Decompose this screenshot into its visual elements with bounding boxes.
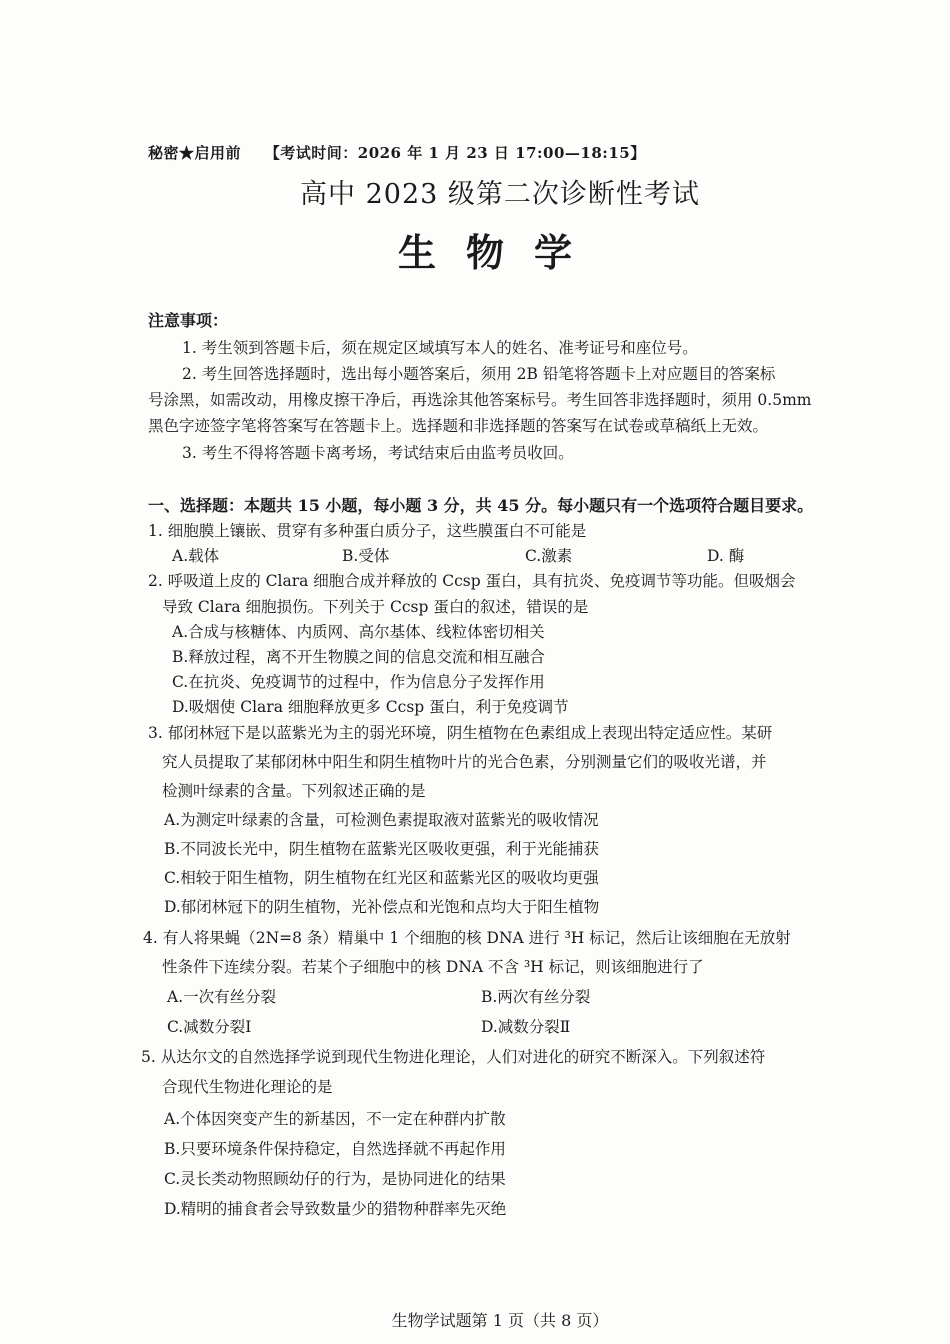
notice-line: 号涂黑，如需改动，用橡皮擦干净后，再选涂其他答案标号。考生回答非选择题时，须用 0.5mm [148,391,812,409]
page-footer: 生物学试题第 1 页（共 8 页） [391,1311,609,1330]
question-4-option-d: D.减数分裂Ⅱ [481,1018,571,1036]
question-5-option-b: B.只要环境条件保持稳定，自然选择就不再起作用 [164,1140,506,1158]
notice-heading: 注意事项： [148,311,229,330]
question-2-stem: 导致 Clara 细胞损伤。下列关于 Ccsp 蛋白的叙述，错误的是 [162,598,589,616]
question-5-option-a: A.个体因突变产生的新基因，不一定在种群内扩散 [164,1110,506,1128]
question-1-option-a: A.载体 [172,547,220,565]
notice-line: 1. 考生领到答题卡后，须在规定区域填写本人的姓名、准考证号和座位号。 [182,339,698,357]
question-2-option-c: C.在抗炎、免疫调节的过程中，作为信息分子发挥作用 [172,673,545,691]
exam-title: 高中 2023 级第二次诊断性考试 [300,179,700,210]
question-2-option-a: A.合成与核糖体、内质网、高尔基体、线粒体密切相关 [172,623,545,641]
question-3-stem: 3. 郁闭林冠下是以蓝紫光为主的弱光环境，阴生植物在色素组成上表现出特定适应性。某研 [148,724,773,742]
question-5-stem: 合现代生物进化理论的是 [162,1078,333,1096]
question-1-option-b: B.受体 [342,547,390,565]
question-4-option-a: A.一次有丝分裂 [167,988,277,1006]
question-3-stem: 究人员提取了某郁闭林中阳生和阴生植物叶片的光合色素，分别测量它们的吸收光谱，并 [162,753,767,771]
question-1-stem: 1. 细胞膜上镶嵌、贯穿有多种蛋白质分子，这些膜蛋白不可能是 [148,522,587,540]
subject-title: 生物学 [397,230,602,275]
question-2-stem: 2. 呼吸道上皮的 Clara 细胞合成并释放的 Ccsp 蛋白，具有抗炎、免疫调节等功能。但吸烟会 [148,572,796,590]
question-2-option-d: D.吸烟使 Clara 细胞释放更多 Ccsp 蛋白，利于免疫调节 [172,698,569,716]
question-3-option-a: A.为测定叶绿素的含量，可检测色素提取液对蓝紫光的吸收情况 [164,811,599,829]
question-3-option-c: C.相较于阳生植物，阴生植物在红光区和蓝紫光区的吸收均更强 [164,869,599,887]
question-5-option-d: D.精明的捕食者会导致数量少的猎物种群率先灭绝 [164,1200,507,1218]
question-4-stem: 4. 有人将果蝇（2N=8 条）精巢中 1 个细胞的核 DNA 进行 ³H 标记，然后让该细胞在无放射 [143,929,791,947]
question-4-stem: 性条件下连续分裂。若某个子细胞中的核 DNA 不含 ³H 标记，则该细胞进行了 [162,958,704,976]
exam-time: 【考试时间：2026 年 1 月 23 日 17:00—18:15】 [264,144,646,162]
question-1-option-c: C.激素 [525,547,573,565]
question-3-stem: 检测叶绿素的含量。下列叙述正确的是 [162,782,426,800]
section-heading: 一、选择题：本题共 15 小题，每小题 3 分，共 45 分。每小题只有一个选项符合题目要求。 [148,496,814,515]
notice-line: 黑色字迹签字笔将答案写在答题卡上。选择题和非选择题的答案写在试卷或草稿纸上无效。 [148,417,769,435]
question-5-option-c: C.灵长类动物照顾幼仔的行为，是协同进化的结果 [164,1170,506,1188]
question-2-option-b: B.释放过程，离不开生物膜之间的信息交流和相互融合 [172,648,545,666]
question-5-stem: 5. 从达尔文的自然选择学说到现代生物进化理论，人们对进化的研究不断深入。下列叙述符 [141,1048,766,1066]
question-4-option-b: B.两次有丝分裂 [481,988,591,1006]
confidential-label: 秘密★启用前 [148,144,242,162]
notice-line: 3. 考生不得将答题卡离考场，考试结束后由监考员收回。 [182,444,574,462]
question-4-option-c: C.减数分裂Ⅰ [167,1018,252,1036]
question-1-option-d: D. 酶 [707,547,745,565]
question-3-option-b: B.不同波长光中，阴生植物在蓝紫光区吸收更强，利于光能捕获 [164,840,599,858]
header-line [148,142,646,163]
question-3-option-d: D.郁闭林冠下的阴生植物，光补偿点和光饱和点均大于阳生植物 [164,898,600,916]
notice-line: 2. 考生回答选择题时，选出每小题答案后，须用 2B 铅笔将答题卡上对应题目的答案标 [182,365,776,383]
